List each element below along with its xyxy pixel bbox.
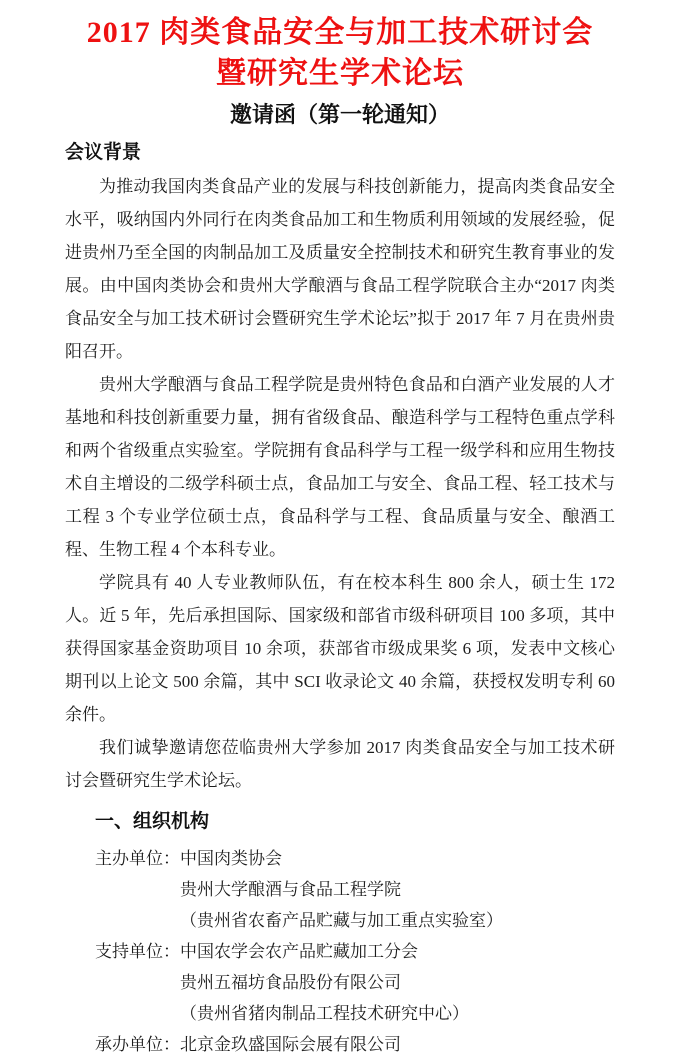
background-paragraph-4: 我们诚挚邀请您莅临贵州大学参加 2017 肉类食品安全与加工技术研讨会暨研究生学术论坛。 (65, 738, 615, 790)
org-entry-lines (180, 843, 615, 936)
background-paragraph-1: 为推动我国肉类食品产业的发展与科技创新能力，提高肉类食品安全水平，吸纳国内外同行在肉类食品加工和生物质利用领域的发展经验，促进贵州乃至全国的肉制品加工及质量安全控制技术和研究生教育事业的发展。由中国肉类协会和贵州大学酿酒与食品工程学院联合主办“2017 肉类食品安全与加工技术研讨会暨研究生学术论坛”拟于 2017 年 7 月在贵州贵阳召开。 (65, 177, 615, 361)
org-line: 贵州大学酿酒与食品工程学院 (180, 880, 401, 899)
background-paragraph-3: 学院具有 40 人专业教师队伍，有在校本科生 800 余人，硕士生 172 人。近 5 年，先后承担国际、国家级和部省市级科研项目 100 多项，其中获得国家基金资助项目 10 余项，获部省市级成果奖 6 项，发表中文核心期刊以上论文 500 余篇，其中 SCI 收录论文 40 余篇，获授权发明专利 60 余件。 (65, 573, 615, 724)
org-line: 中国肉类协会 (180, 849, 282, 868)
org-entry-lines (180, 936, 615, 1029)
org-entry-lines (180, 1029, 615, 1060)
org-entry-label: 主办单位： (95, 849, 180, 868)
title-line-1: 2017 肉类食品安全与加工技术研讨会 (86, 16, 594, 49)
document-subtitle: 邀请函（第一轮通知） (229, 102, 450, 127)
org-line: （贵州省猪肉制品工程技术研究中心） (180, 1004, 469, 1023)
org-entry-host (95, 843, 615, 936)
org-line: 中国农学会农产品贮藏加工分会 (180, 942, 418, 961)
title-line-2: 暨研究生学术论坛 (216, 57, 464, 90)
document-title (65, 12, 615, 94)
org-line: （贵州省农畜产品贮藏与加工重点实验室） (180, 911, 503, 930)
org-entry-label: 支持单位： (95, 942, 180, 961)
background-paragraph-2: 贵州大学酿酒与食品工程学院是贵州特色食品和白酒产业发展的人才基地和科技创新重要力量，拥有省级食品、酿造科学与工程特色重点学科和两个省级重点实验室。学院拥有食品科学与工程一级学科和应用生物技术自主增设的二级学科硕士点，食品加工与安全、食品工程、轻工技术与工程 3 个专业学位硕士点，食品科学与工程、食品质量与安全、酿酒工程、生物工程 4 个本科专业。 (65, 375, 615, 559)
org-line: 北京金玖盛国际会展有限公司 (180, 1035, 401, 1054)
org-entry-undertaker (95, 1029, 615, 1060)
org-entry-support (95, 936, 615, 1029)
org-entry-label: 承办单位： (95, 1035, 180, 1054)
section-heading-meeting-background: 会议背景 (65, 142, 142, 163)
section-heading-organization: 一、组织机构 (95, 811, 210, 832)
org-line: 贵州五福坊食品股份有限公司 (180, 973, 401, 992)
